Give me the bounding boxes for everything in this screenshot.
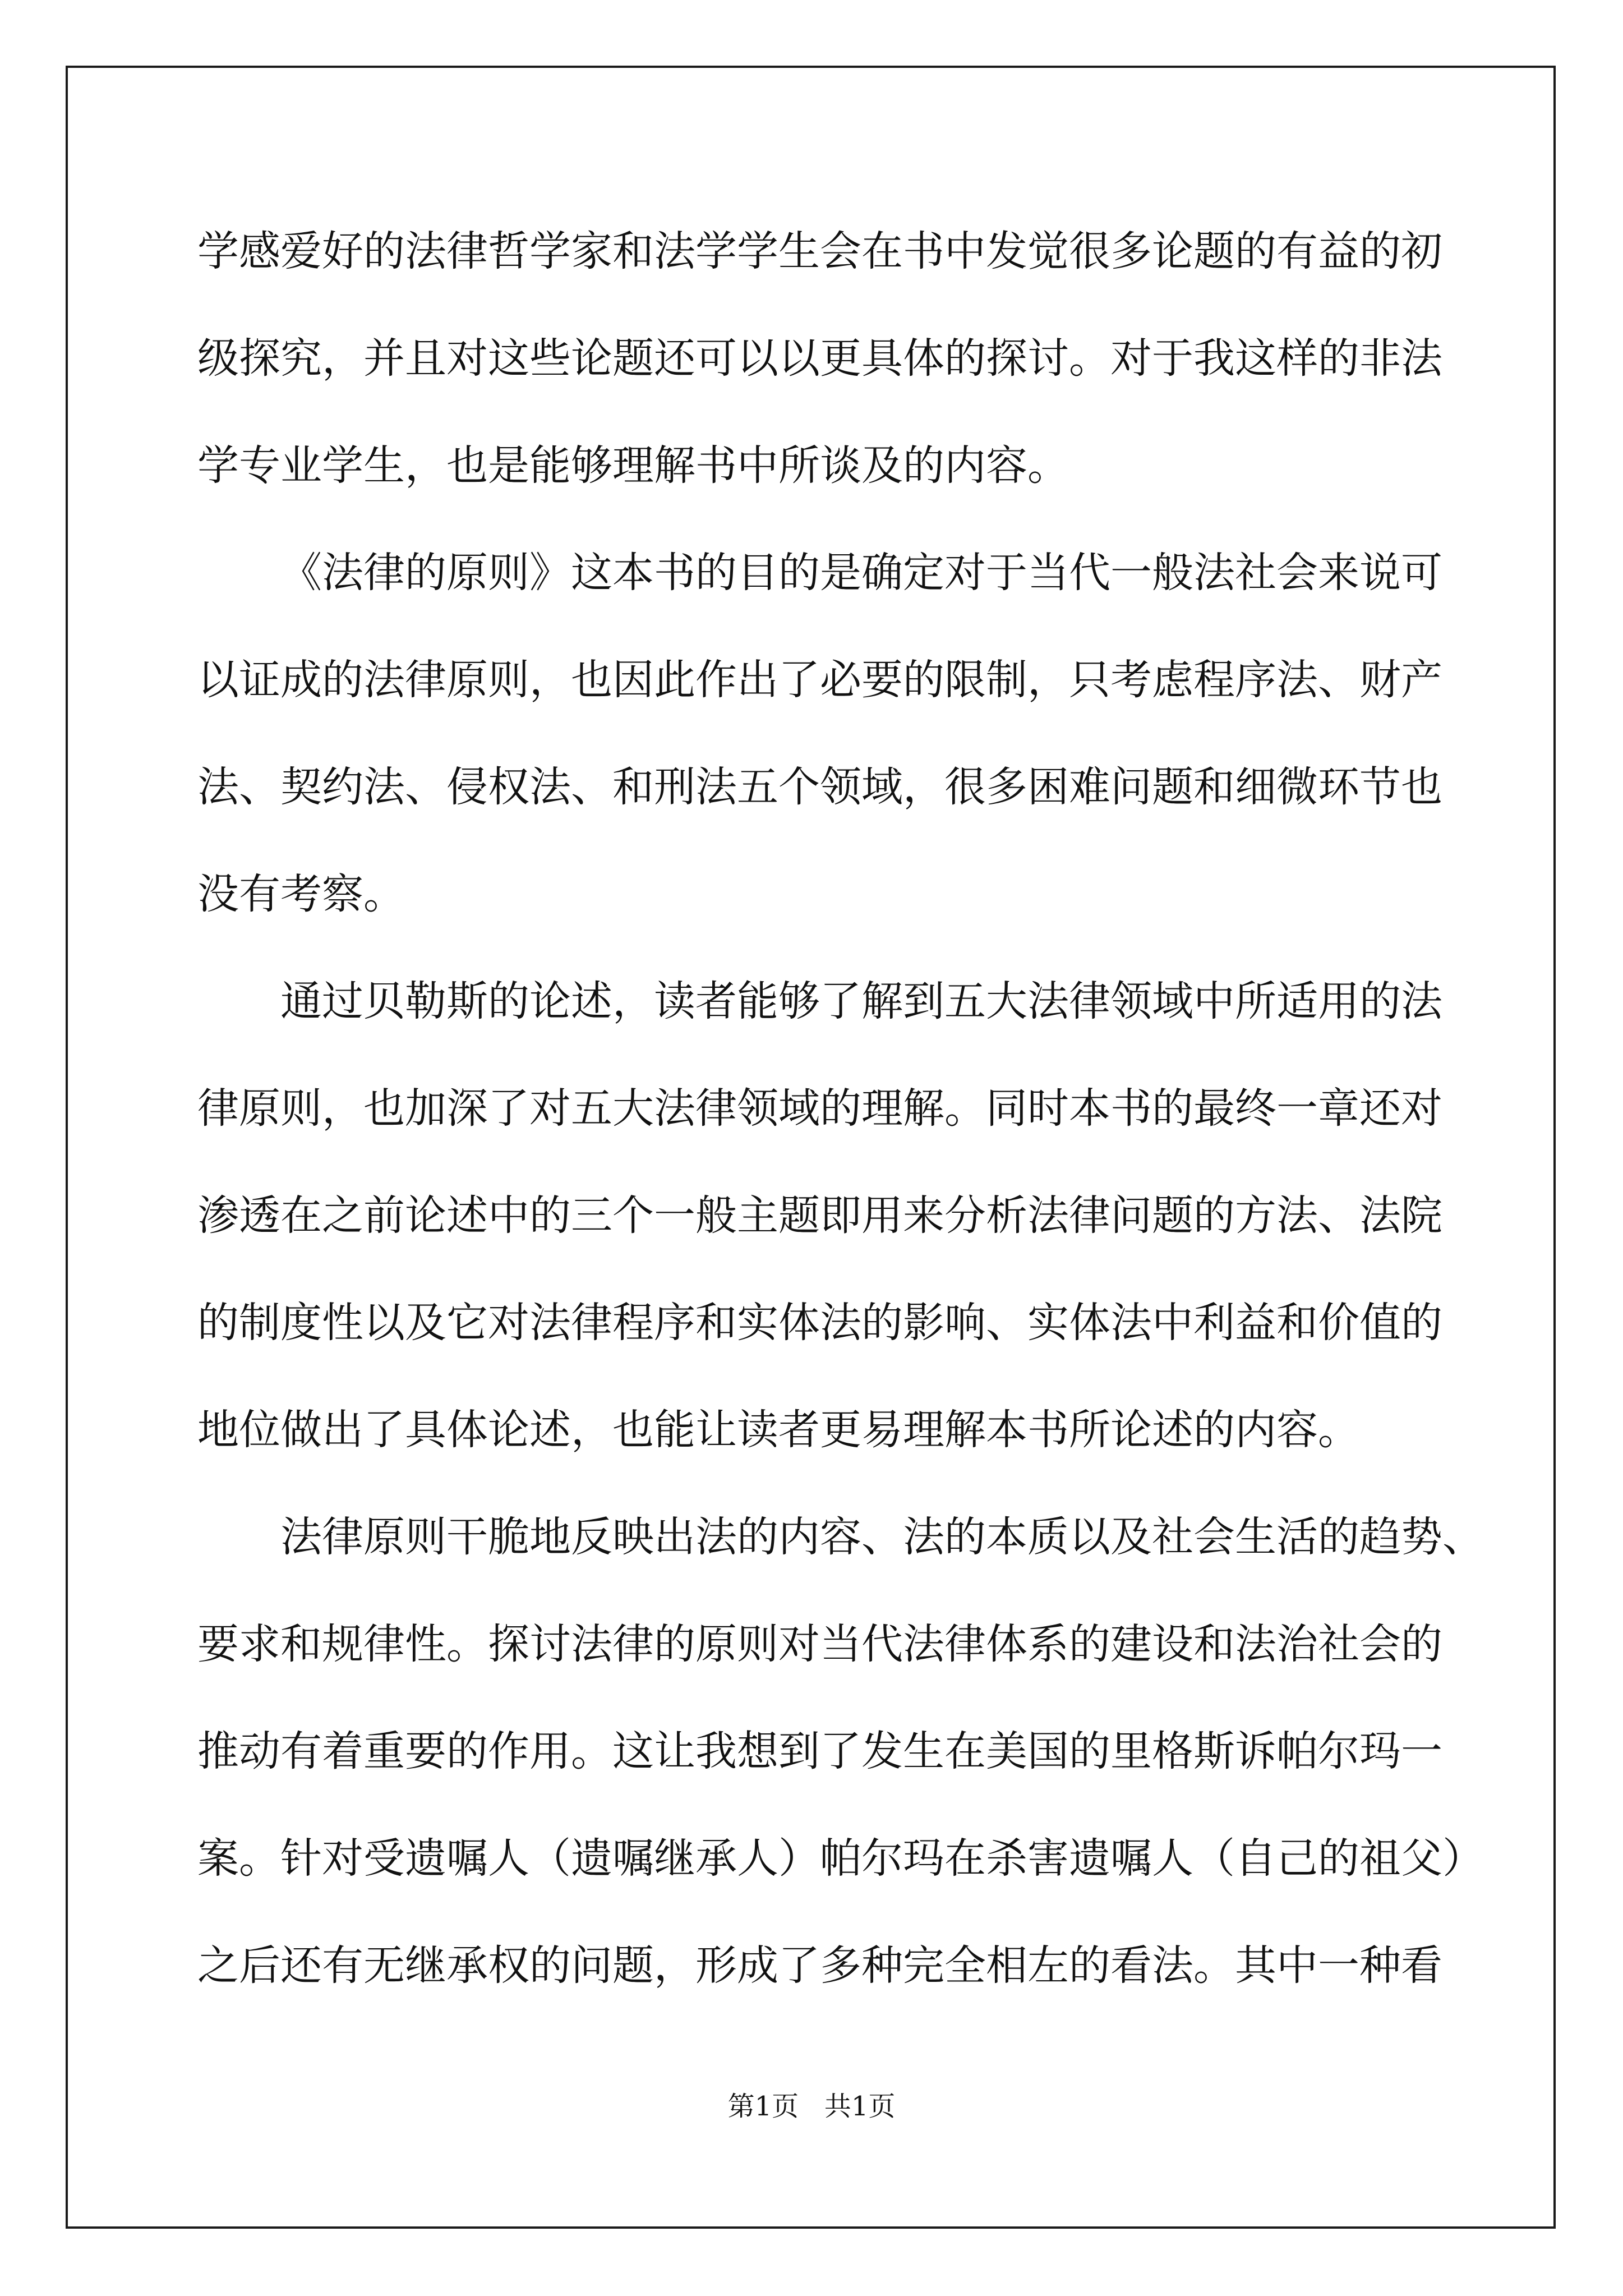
text-line: 推动有着重要的作用。这让我想到了发生在美国的里格斯诉帕尔玛一 [197,1727,1442,1775]
paragraph-first-line: 法律原则干脆地反映出法的内容、法的本质以及社会生活的趋势、 [280,1513,1484,1561]
text-line: 之后还有无继承权的问题，形成了多种完全相左的看法。其中一种看 [197,1941,1442,1990]
text-line: 学专业学生，也是能够理解书中所谈及的内容。 [197,441,1069,490]
text-line: 要求和规律性。探讨法律的原则对当代法律体系的建设和法治社会的 [197,1620,1442,1668]
text-line: 渗透在之前论述中的三个一般主题即用来分析法律问题的方法、法院 [197,1191,1442,1240]
text-line: 没有考察。 [197,870,405,918]
page-footer [0,2087,1623,2126]
text-line: 案。针对受遗嘱人（遗嘱继承人）帕尔玛在杀害遗嘱人（自己的祖父） [197,1834,1484,1883]
text-line: 律原则，也加深了对五大法律领域的理解。同时本书的最终一章还对 [197,1084,1442,1133]
text-line: 地位做出了具体论述，也能让读者更易理解本书所论述的内容。 [197,1406,1359,1454]
page-total: 共1页 [824,2091,896,2122]
paragraph-first-line: 《法律的原则》这本书的目的是确定对于当代一般法社会来说可 [280,549,1442,597]
text-line: 级探究，并且对这些论题还可以以更具体的探讨。对于我这样的非法 [197,334,1442,383]
text-line: 的制度性以及它对法律程序和实体法的影响、实体法中利益和价值的 [197,1299,1442,1347]
page-number: 第1页 [727,2091,799,2122]
text-line: 法、契约法、侵权法、和刑法五个领域，很多困难问题和细微环节也 [197,763,1442,811]
paragraph-first-line: 通过贝勒斯的论述，读者能够了解到五大法律领域中所适用的法 [280,977,1442,1025]
text-line: 学感爱好的法律哲学家和法学学生会在书中发觉很多论题的有益的初 [197,227,1442,275]
text-line: 以证成的法律原则，也因此作出了必要的限制，只考虑程序法、财产 [197,656,1442,704]
